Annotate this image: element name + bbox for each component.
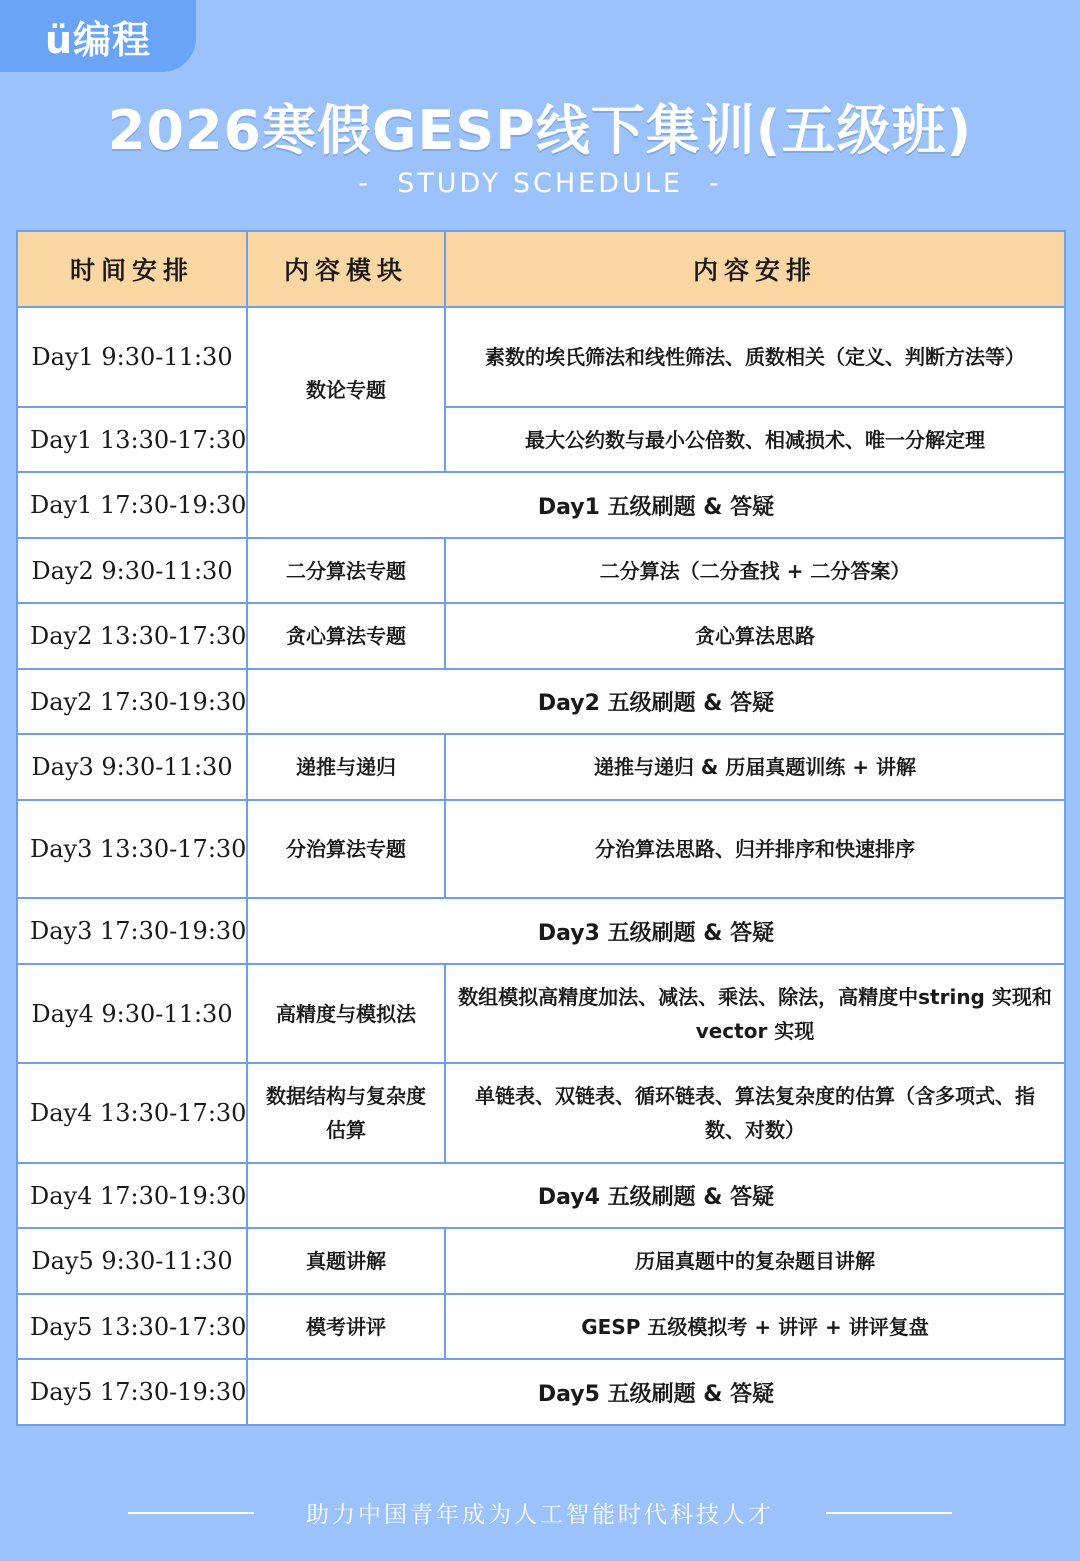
table-row xyxy=(17,603,1065,669)
time-cell: Day4 9:30-11:30 xyxy=(17,964,247,1063)
content-cell: 单链表、双链表、循环链表、算法复杂度的估算（含多项式、指数、对数） xyxy=(445,1063,1065,1163)
time-cell: Day4 13:30-17:30 xyxy=(17,1063,247,1163)
time-cell: Day2 9:30-11:30 xyxy=(17,538,247,603)
content-cell: 二分算法（二分查找 + 二分答案） xyxy=(445,538,1065,603)
table-row xyxy=(17,898,1065,964)
content-cell: 贪心算法思路 xyxy=(445,603,1065,669)
content-cell: 分治算法思路、归并排序和快速排序 xyxy=(445,800,1065,898)
time-cell: Day3 9:30-11:30 xyxy=(17,734,247,800)
table-row xyxy=(17,1294,1065,1359)
footer xyxy=(0,1496,1080,1529)
subtitle-text: STUDY SCHEDULE xyxy=(397,168,683,199)
page-subtitle xyxy=(0,168,1080,199)
module-cell: 真题讲解 xyxy=(247,1228,445,1294)
time-cell: Day3 17:30-19:30 xyxy=(17,898,247,964)
subtitle-right-dash: - xyxy=(708,168,722,199)
content-cell: 递推与递归 & 历届真题训练 + 讲解 xyxy=(445,734,1065,800)
review-cell: Day3 五级刷题 & 答疑 xyxy=(247,898,1065,964)
time-cell: Day2 17:30-19:30 xyxy=(17,669,247,734)
time-cell: Day2 13:30-17:30 xyxy=(17,603,247,669)
time-cell: Day1 17:30-19:30 xyxy=(17,472,247,538)
schedule-table xyxy=(16,230,1066,1426)
content-cell: 历届真题中的复杂题目讲解 xyxy=(445,1228,1065,1294)
table-row xyxy=(17,472,1065,538)
table-row xyxy=(17,1359,1065,1425)
footer-divider-left xyxy=(128,1512,254,1514)
footer-slogan: 助力中国青年成为人工智能时代科技人才 xyxy=(306,1502,774,1528)
brand-logo: ü编程 xyxy=(0,0,196,72)
table-row xyxy=(17,800,1065,898)
table-row xyxy=(17,1063,1065,1163)
time-cell: Day4 17:30-19:30 xyxy=(17,1163,247,1228)
content-cell: 素数的埃氏筛法和线性筛法、质数相关（定义、判断方法等） xyxy=(445,307,1065,407)
time-cell: Day3 13:30-17:30 xyxy=(17,800,247,898)
module-cell: 数论专题 xyxy=(247,307,445,472)
time-cell: Day5 13:30-17:30 xyxy=(17,1294,247,1359)
header-content: 内容安排 xyxy=(445,231,1065,307)
time-cell: Day5 17:30-19:30 xyxy=(17,1359,247,1425)
table-row xyxy=(17,964,1065,1063)
table-row xyxy=(17,734,1065,800)
table-row xyxy=(17,1163,1065,1228)
module-cell: 递推与递归 xyxy=(247,734,445,800)
footer-divider-right xyxy=(826,1512,952,1514)
module-cell: 贪心算法专题 xyxy=(247,603,445,669)
time-cell: Day5 9:30-11:30 xyxy=(17,1228,247,1294)
review-cell: Day2 五级刷题 & 答疑 xyxy=(247,669,1065,734)
module-cell: 分治算法专题 xyxy=(247,800,445,898)
time-cell: Day1 9:30-11:30 xyxy=(17,307,247,407)
module-cell: 数据结构与复杂度估算 xyxy=(247,1063,445,1163)
module-cell: 高精度与模拟法 xyxy=(247,964,445,1063)
table-row xyxy=(17,307,1065,407)
table-row xyxy=(17,538,1065,603)
review-cell: Day4 五级刷题 & 答疑 xyxy=(247,1163,1065,1228)
table-row xyxy=(17,1228,1065,1294)
content-cell: 最大公约数与最小公倍数、相减损术、唯一分解定理 xyxy=(445,407,1065,472)
review-cell: Day5 五级刷题 & 答疑 xyxy=(247,1359,1065,1425)
time-cell: Day1 13:30-17:30 xyxy=(17,407,247,472)
review-cell: Day1 五级刷题 & 答疑 xyxy=(247,472,1065,538)
module-cell: 二分算法专题 xyxy=(247,538,445,603)
content-cell: 数组模拟高精度加法、减法、乘法、除法，高精度中string 实现和 vector 实现 xyxy=(445,964,1065,1063)
header-module: 内容模块 xyxy=(247,231,445,307)
header-time: 时间安排 xyxy=(17,231,247,307)
page-title: 2026寒假GESP线下集训(五级班) xyxy=(107,99,973,162)
subtitle-left-dash: - xyxy=(358,168,372,199)
table-row xyxy=(17,669,1065,734)
module-cell: 模考讲评 xyxy=(247,1294,445,1359)
table-row xyxy=(17,407,1065,472)
content-cell: GESP 五级模拟考 + 讲评 + 讲评复盘 xyxy=(445,1294,1065,1359)
table-header-row xyxy=(17,231,1065,307)
